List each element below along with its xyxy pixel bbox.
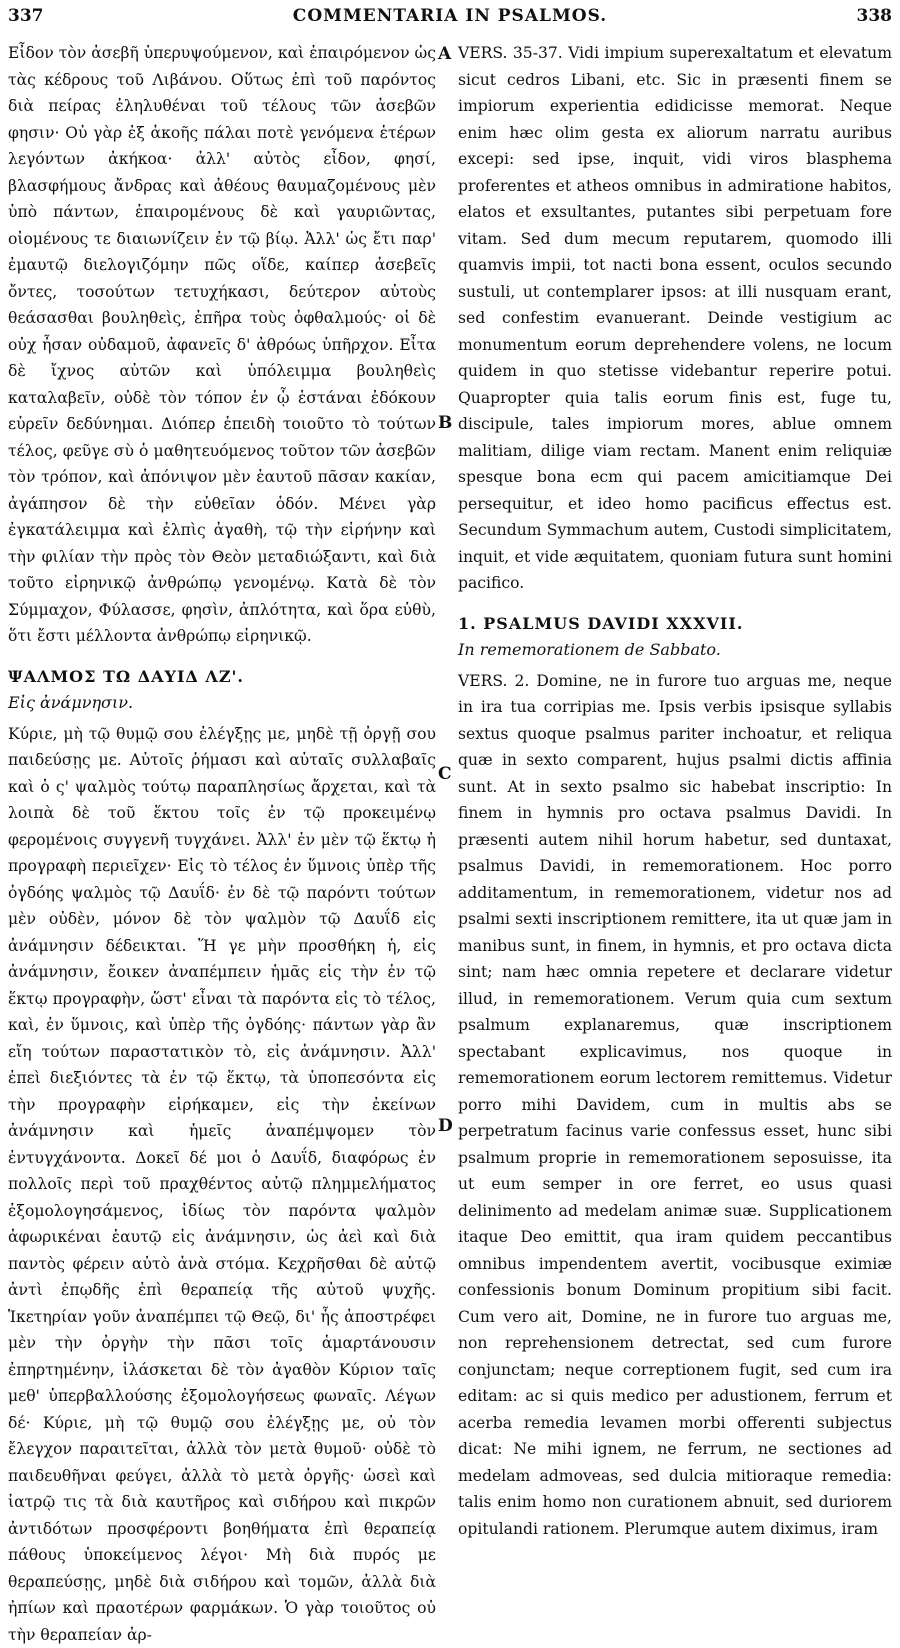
greek-column bbox=[8, 40, 436, 1648]
page-number-left: 337 bbox=[8, 6, 44, 26]
margin-marker-c: C bbox=[438, 764, 452, 784]
running-header bbox=[8, 0, 892, 32]
latin-psalm-title: 1. PSALMUS DAVIDI XXXVII. bbox=[458, 611, 892, 638]
greek-paragraph-psalm: Κύριε, μὴ τῷ θυμῷ σου ἐλέγξῃς με, μηδὲ τῇ ὀργῇ σου παιδεύσῃς με. Αὐτοῖς ῥήμασι καὶ αὐταῖς συλλαβαῖς καὶ ὁ ς' ψαλμὸς τούτῳ παραπλησίως ἄρχεται, καὶ τὰ λοιπὰ δὲ τοῦ ἕκτου τοῖς ἐν τῷ προκειμένῳ φερομένοις συγγενῆ τυγχάνει. Ἀλλ' ἐν μὲν τῷ ἕκτῳ ἡ προγραφὴ περιεῖχεν· Εἰς τὸ τέλος ἐν ὕμνοις ὑπὲρ τῆς ὀγδόης ψαλμὸς τῷ Δαυΐδ· ἐν δὲ τῷ παρόντι τούτων μὲν οὐδὲν, μόνον δὲ τὸν ψαλμὸν τῷ Δαυΐδ εἰς ἀνάμνησιν δέδεικται. Ἥ γε μὴν προσθήκη ἡ, εἰς ἀνάμνησιν, ἔοικεν ἀναπέμπειν ἡμᾶς εἰς τὴν ἐν τῷ ἕκτῳ προγραφὴν, ὥστ' εἶναι τὰ παρόντα εἰς τὸ τέλος, καὶ, ἐν ὕμνοις, καὶ ὑπὲρ τῆς ὀγδόης· πάντων γὰρ ἂν εἴη τούτων παραστατικὸν τὸ, εἰς ἀνάμνησιν. Ἀλλ' ἐπεὶ διεξιόντες τὰ ἐν τῷ ἕκτῳ, τὰ ὑποπεσόντα εἰς τὴν προγραφὴν εἰρήκαμεν, εἰς τὴν ἐκείνων ἀνάμνησιν καὶ ἡμεῖς ἀναπέμψομεν τὸν ἐντυγχάνοντα. Δοκεῖ δέ μοι ὁ Δαυΐδ, διαφόρως ἐν πολλοῖς περὶ τοῦ πραχθέντος αὐτῷ πλημμελήματος ἐξομολογησάμενος, ἰδίως τὸν παρόντα ψαλμὸν ἀφωρικέναι ἑαυτῷ εἰς ἀνάμνησιν, ὡς ἀεὶ καὶ διὰ παντὸς φέρειν αὐτὸ ἀνὰ στόμα. Κεχρῆσθαι δὲ αὐτῷ ἀντὶ ἐπῳδῆς ἐπὶ θεραπείᾳ τῆς αὐτοῦ ψυχῆς. Ἱκετηρίαν γοῦν ἀναπέμπει τῷ Θεῷ, δι' ἧς ἀποστρέφει μὲν τὴν ὀργὴν τὴν πᾶσι τοῖς ἁμαρτάνουσιν ἐπηρτημένην, ἱλάσκεται δὲ τὸν ἀγαθὸν Κύριον ταῖς μεθ' ὑπερβαλλούσης ἐξομολογήσεως φωναῖς. Λέγων δέ· Κύριε, μὴ τῷ θυμῷ σου ἐλέγξῃς με, οὐ τὸν ἔλεγχον παραιτεῖται, ἀλλὰ τὸν μετὰ θυμοῦ· οὐδὲ τὸ παιδευθῆναι φεύγει, ἀλλὰ τὸ μετὰ ὀργῆς· ὡσεὶ καὶ ἰατρῷ τις τὰ διὰ καυτῆρος καὶ σιδήρου καὶ πικρῶν ἀντιδότων προσφέροντι βοηθήματα ἐπὶ θεραπείᾳ πάθους ὑποκείμενος λέγοι· Μὴ διὰ πυρός με θεραπεύσῃς, μηδὲ διὰ σιδήρου καὶ τομῶν, ἀλλὰ διὰ ἠπίων καὶ πραοτέρων φαρμάκων. Ὁ γὰρ τοιοῦτος οὐ τὴν θεραπείαν ἀρ- bbox=[8, 721, 436, 1648]
latin-paragraph-psalm: VERS. 2. Domine, ne in furore tuo arguas me, neque in ira tua corripias me. Ipsis verbis ipsisque syllabis sextus quoque psalmus pariter inchoatur, et reliqua quæ in sexto comparent, hujus psalmi dictis affinia sunt. At in sexto psalmo sic habebat inscriptio: In finem in hymnis pro octava psalmus Davidi. In præsenti autem nihil horum habetur, sed duntaxat, psalmus Davidi, in rememorationem. Hoc porro additamentum, in rememorationem, videtur nos ad psalmi sexti inscriptionem remittere, ita ut quæ jam in manibus sunt, in finem, in hymnis, et pro octava dicta sint; nam hæc omnia repetere et declarare videtur illud, in rememorationem. Verum quia cum sextum psalmum explanaremus, quæ inscriptionem spectabant explicavimus, nos quoque in rememorationem eorum lectorem remittemus. Videtur porro mihi Davidem, cum in multis abs se perpetratum facinus varie confessus esset, hunc sibi psalmum proprie in rememorationem seposuisse, ita ut eum semper in ore ferret, eo usus quasi delinimento ad medelam animæ suæ. Supplicationem itaque Deo emittit, qua iram quidem peccantibus omnibus impendentem avertit, vocibusque eximiæ confessionis bonum Dominum propitium sibi facit. Cum vero ait, Domine, ne in furore tuo arguas me, non reprehensionem detrectat, sed cum furore conjunctam; neque correptionem fugit, sed cum ira editam: ac si quis medico per adustionem, ferrum et acerba remedia levamen morbi offerenti subjectus dicat: Ne mihi ignem, ne ferrum, ne sectiones ad medelam admoveas, sed dulcia mitioraque remedia: talis enim homo non curationem abnuit, sed duriorem opitulandi rationem. Plerumque autem diximus, iram bbox=[458, 668, 892, 1543]
margin-marker-a: A bbox=[438, 44, 451, 64]
latin-paragraph-commentary: VERS. 35-37. Vidi impium superexaltatum et elevatum sicut cedros Libani, etc. Sic in præsenti finem se impiorum experientia edidicisse memorat. Neque enim hæc olim gesta ex aliorum narratu auribus excepi: sed ipse, inquit, vidi viros blasphema proferentes et atheos omnibus in admiratione habitos, elatos et exsultantes, putantes sibi perpetuam fore vitam. Sed dum mecum reputarem, quomodo illi quamvis impii, tot nacti bona essent, oculos secundo sustuli, ut contemplarer ipsos: at illi nusquam erant, sed confestim evanuerant. Deinde vestigium ac monumentum eorum deprehendere volens, ne locum quidem in quo stetisse videbantur reperire potui. Quapropter quia talis eorum finis est, fuge tu, discipule, tales impiorum mores, ablue omnem malitiam, dilige viam rectam. Manent enim reliquiæ spesque bona ecm qui pacem amicitiamque Dei persequitur, et ideo homo pacificus effectus est. Secundum Symmachum autem, Custodi simplicitatem, inquit, et vide æquitatem, quoniam futura sunt homini pacifico. bbox=[458, 40, 892, 597]
greek-paragraph-commentary: Εἶδον τὸν ἀσεβῆ ὑπερυψούμενον, καὶ ἐπαιρόμενον ὡς τὰς κέδρους τοῦ Λιβάνου. Οὕτως ἐπὶ τοῦ παρόντος διὰ πείρας ἐληλυθέναι τοῦ τέλους τῶν ἀσεβῶν φησιν· Οὐ γὰρ ἐξ ἀκοῆς πάλαι ποτὲ γενόμενα ἑτέρων λεγόντων ἀκήκοα· ἀλλ' αὐτὸς εἶδον, φησί, βλασφήμους ἄνδρας καὶ ἀθέους θαυμαζομένους μὲν ὑπὸ πάντων, ἐπαιρομένους δὲ καὶ γαυριῶντας, οἰομένους τε διαιωνίζειν ἐν τῷ βίῳ. Ἀλλ' ὡς ἔτι παρ' ἐμαυτῷ διελογιζόμην πῶς οἵδε, καίπερ ἀσεβεῖς ὄντες, τοσούτων τετυχήκασι, δεύτερον αὐτοὺς θεάσασθαι βουληθεὶς, ἐπῆρα τοὺς ὀφθαλμούς· οἱ δὲ οὐχ ἦσαν οὐδαμοῦ, ἀφανεῖς δ' ἀθρόως ὑπῆρχον. Εἶτα δὲ ἴχνος αὐτῶν καὶ ὑπόλειμμα βουληθεὶς καταλαβεῖν, οὐδὲ τὸν τόπον ἐν ᾧ ἑστάναι ἐδόκουν εὑρεῖν δεδύνημαι. Διόπερ ἐπειδὴ τοιοῦτο τὸ τούτων τέλος, φεῦγε σὺ ὁ μαθητευόμενος τοῦτον τῶν ἀσεβῶν τὸν τρόπον, καὶ ἀπόνιψον μὲν ἑαυτοῦ πᾶσαν κακίαν, ἀγάπησον δὲ τὴν εὐθεῖαν ὁδόν. Μένει γὰρ ἐγκατάλειμμα καὶ ἐλπὶς ἀγαθὴ, τῷ τὴν εἰρήνην καὶ τὴν φιλίαν τὴν πρὸς τὸν Θεὸν μεταδιώξαντι, καὶ διὰ τοῦτο εἰρηνικῷ ἀνθρώπῳ γενομένῳ. Κατὰ δὲ τὸν Σύμμαχον, Φύλασσε, φησὶν, ἀπλότητα, καὶ ὅρα εὐθὺ, ὅτι ἔστι μέλλοντα ἀνθρώπῳ εἰρηνικῷ. bbox=[8, 40, 436, 650]
greek-psalm-subtitle: Εἰς ἀνάμνησιν. bbox=[8, 690, 436, 717]
margin-marker-d: D bbox=[438, 1116, 453, 1136]
running-title: COMMENTARIA IN PSALMOS. bbox=[8, 6, 892, 26]
margin-marker-b: B bbox=[438, 413, 452, 433]
latin-column bbox=[458, 40, 892, 1542]
greek-psalm-title: ΨΑΛΜΟΣ ΤΩ ΔΑΥΙΔ ΛΖ'. bbox=[8, 664, 436, 691]
latin-psalm-subtitle: In rememorationem de Sabbato. bbox=[458, 637, 892, 664]
page-number-right: 338 bbox=[857, 6, 893, 26]
